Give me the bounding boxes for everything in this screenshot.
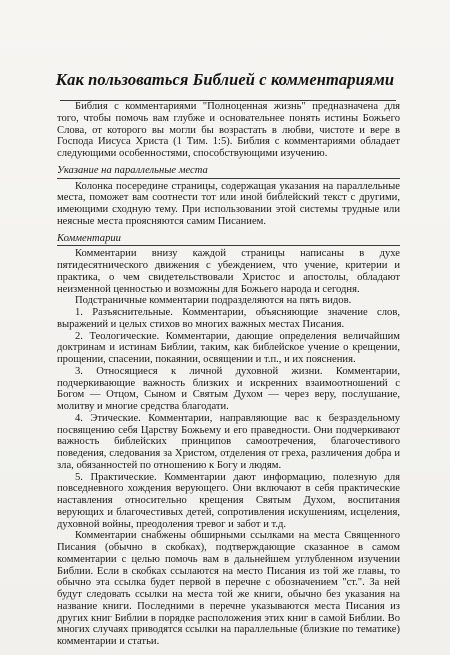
section-heading-parallel: Указание на параллельные места <box>57 164 208 176</box>
heading-underline <box>57 245 400 246</box>
paragraph: Комментарии снабжены обширными ссылками на места Священного Писания (обычно в скобках), подтверждающие сказанное в самом комментарии с целью помочь вам в дальнейшем углубленном изучении Библии. Если в скобках ссылаются на место Писания из той же главы, то обычно эта ссылка будет первой в перечне с обозначением "ст.". За ней будут следовать ссылки на места той же книги, обычно без указания на название книги. Последними в перечне указываются места Писания из других книг Библии в порядке расположения этих книг в самой Библии. Во многих случаях приводятся ссылки на параллельные (близкие по тематике) комментарии и статьи. <box>57 530 400 647</box>
heading-underline <box>57 178 400 179</box>
page-title: Как пользоваться Библией с комментариями <box>55 70 395 89</box>
list-item-practical: 5. Практические. Комментарии дают информацию, полезную для повседневного хождения верующего. Они включают в себя практические наставления относительно крещения Святым Духом, воспитания верующих и благочестивых детей, сопротивления искушениям, исцеления, духовной войны, преодоления тревог и забот и т.д. <box>57 471 400 530</box>
section-heading-comments: Комментарии <box>57 232 121 244</box>
list-item-theological: 2. Теологические. Комментарии, дающие определения величайшим доктринам и истинам Библии, таким, как библейское учение о крещении, прощении, спасении, покаянии, освящении и т.п., и их пояснения. <box>57 330 400 365</box>
list-item-explanatory: 1. Разъяснительные. Комментарии, объясняющие значение слов, выражений и целых стихов во многих важных местах Писания. <box>57 307 400 330</box>
page-body <box>57 101 400 648</box>
paragraph: Колонка посередине страницы, содержащая указания на параллельные места, поможет вам соотнести тот или иной библейский текст с другими, имеющими сходную тему. При использовании этой системы трудные или неясные места проясняются самим Писанием. <box>57 180 400 227</box>
paragraph: Комментарии внизу каждой страницы написаны в духе пятидесятнического движения с убеждением, что учение, критерии и практика, о чем свидетельствовали Христос и апостолы, обладают неизменной ценностью и возможны для Божьего народа и сегодня. <box>57 248 400 295</box>
paragraph: Подстраничные комментарии подразделяются на пять видов. <box>75 295 352 307</box>
list-item-ethical: 4. Этические. Комментарии, направляющие вас к безраздельному посвящению себя Царству Божьему и его праведности. Они подчеркивают важность библейских принципов самоотречения, благочестивого поведения, следования за Христом, отделения от греха, различения добра и зла, обязанностей по отношению к Богу и людям. <box>57 412 400 471</box>
intro-paragraph: Библия с комментариями "Полноценная жизнь" предназначена для того, чтобы помочь вам глубже и основательнее понять истины Божьего Слова, от которого вы могли бы возрастать в любви, чистоте и вере в Господа Иисуса Христа (1 Тим. 1:5). Библия с комментариями обладает следующими особенностями, способствующими изучению. <box>57 101 400 159</box>
list-item-spiritual: 3. Относящиеся к личной духовной жизни. Комментарии, подчеркивающие важность близких и искренних взаимоотношений с Богом — Отцом, Сыном и Святым Духом — через веру, послушание, молитву и многие средства благодати. <box>57 365 400 412</box>
